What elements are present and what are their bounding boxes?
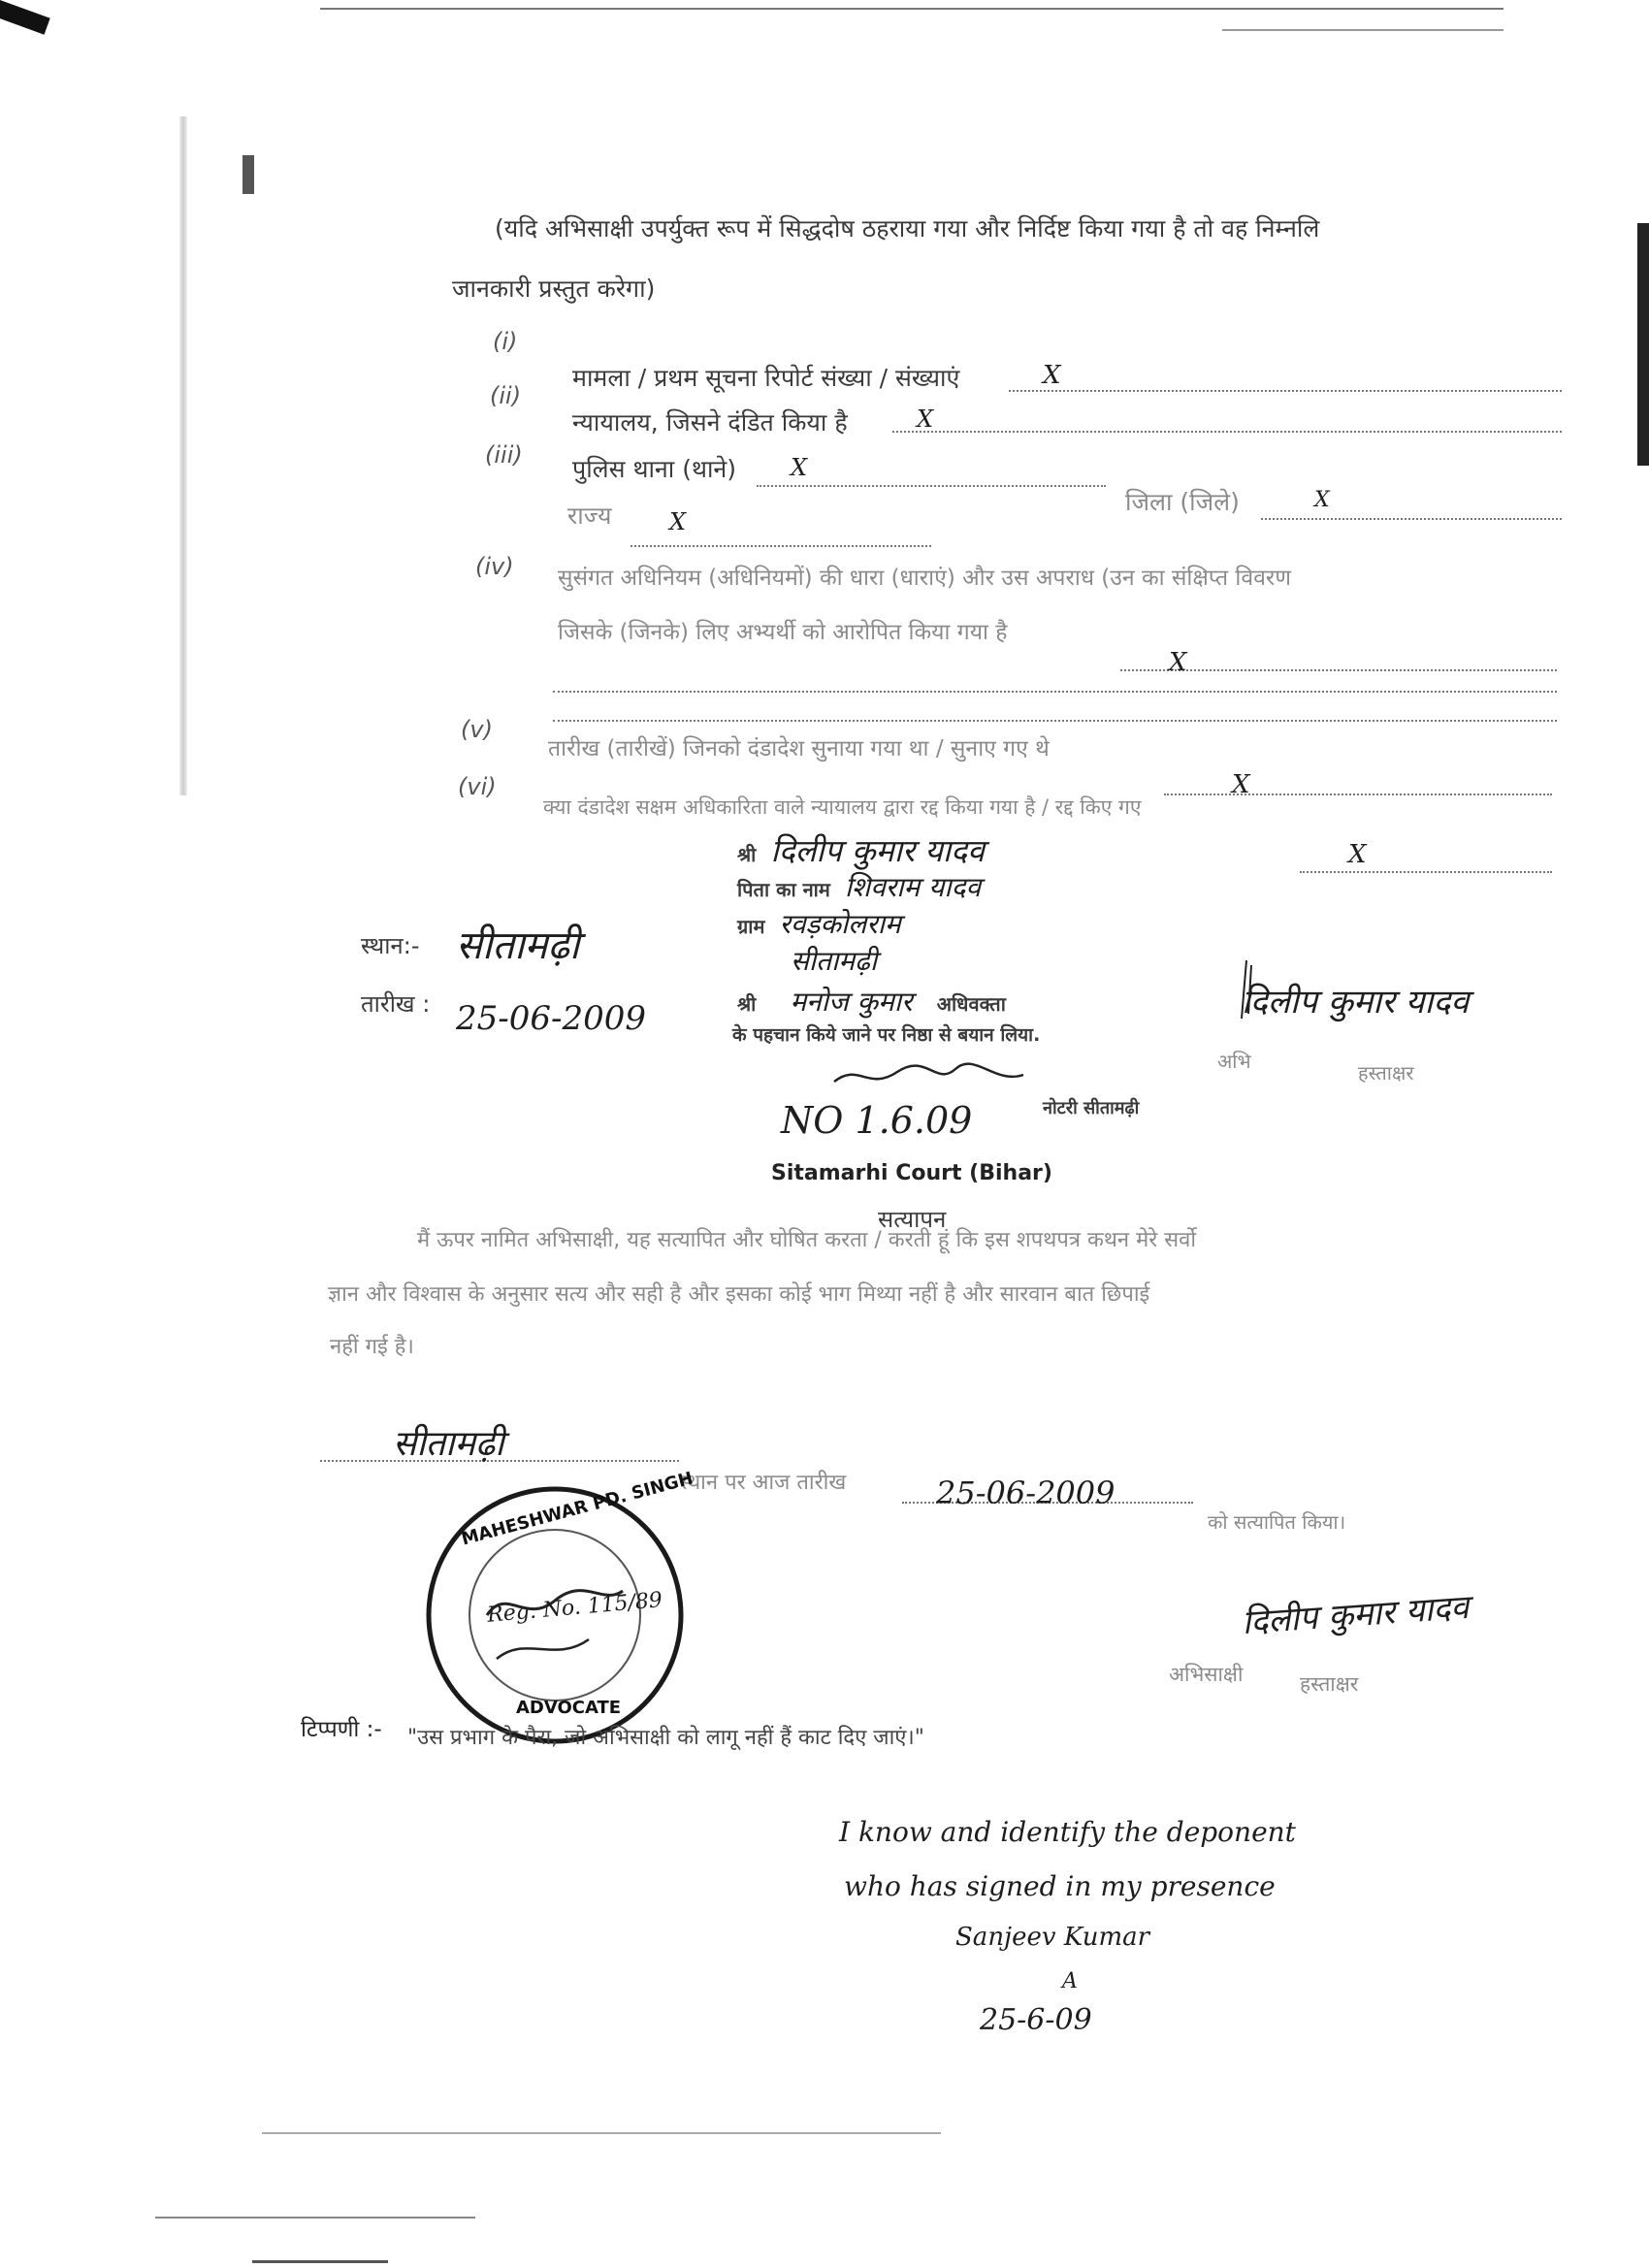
notary-value: मनोज कुमार xyxy=(790,986,913,1018)
verification-title: सत्यापन xyxy=(878,1206,947,1233)
item-label: पुलिस थाना (थाने) xyxy=(572,455,737,483)
notary-stamp xyxy=(732,829,1237,1188)
signature-label-right-2: हस्ताक्षर xyxy=(1300,1672,1359,1696)
identification-date: 25-6-09 xyxy=(980,2003,1092,2037)
item-value: X xyxy=(1348,840,1367,869)
scan-bottom-line2 xyxy=(155,2217,475,2219)
item-label: न्यायालय, जिसने दंडित किया है xyxy=(572,408,848,437)
notary-scribble xyxy=(829,1057,1033,1100)
item-value: X xyxy=(1169,648,1187,677)
identification-line-2: who has signed in my presence xyxy=(844,1870,1276,1902)
verification-line-2: ज्ञान और विश्वास के अनुसार सत्य और सही है और इसका कोई भाग मिथ्या नहीं है और सारवान बात छिपाई xyxy=(328,1282,1150,1307)
item-number: (iii) xyxy=(485,441,523,469)
item-label: मामला / प्रथम सूचना रिपोर्ट संख्या / संख्याएं xyxy=(572,364,960,392)
item-label: सुसंगत अधिनियम (अधिनियमों) की धारा (धाराएं) और उस अपराध (उन का संक्षिप्त विवरण xyxy=(558,566,1291,591)
notary-label: ग्राम xyxy=(737,915,765,938)
fill-line xyxy=(553,691,1557,693)
item-label-state: राज्य xyxy=(567,502,612,530)
item-value: X xyxy=(791,454,808,481)
item-number: (v) xyxy=(461,716,493,743)
notary-suffix: अधिवक्ता xyxy=(936,992,1006,1016)
verification-line-3: नहीं गई है। xyxy=(330,1335,414,1359)
notary-reg-no: NO 1.6.09 xyxy=(781,1099,973,1142)
date-value: 25-06-2009 xyxy=(456,999,647,1038)
notary-court: Sitamarhi Court (Bihar) xyxy=(771,1161,1052,1185)
note-label: टिप्पणी :- xyxy=(301,1717,382,1742)
verification-label-mid: स्थान पर आज तारीख xyxy=(679,1471,847,1495)
scan-bottom-line xyxy=(262,2132,941,2134)
notary-line-4 xyxy=(791,942,877,979)
place-value: सीतामढ़ी xyxy=(456,923,580,968)
notary-label: श्री xyxy=(737,843,757,866)
deponent-signature-2: दिलीप कुमार यादव xyxy=(1241,1587,1471,1643)
identifier-initial: A xyxy=(1062,1969,1078,1993)
fill-line xyxy=(630,545,931,547)
fill-line xyxy=(1009,390,1562,392)
notary-value: रवड़कोलराम xyxy=(779,908,901,940)
date-label: तारीख : xyxy=(361,990,431,1018)
identification-line-1: I know and identify the deponent xyxy=(839,1816,1296,1848)
signature-label-left: अभि xyxy=(1217,1050,1251,1073)
notary-line-6: के पहचान किये जाने पर निष्ठा से बयान लिया. xyxy=(732,1024,1041,1046)
item-value: X xyxy=(1232,770,1250,799)
fill-line xyxy=(553,720,1557,722)
notary-value: सीतामढ़ी xyxy=(791,945,878,977)
fill-line xyxy=(1164,794,1552,795)
signature-label-right: हस्ताक्षर xyxy=(1358,1061,1414,1085)
signature-stroke xyxy=(1227,956,1266,1027)
scan-top-line xyxy=(320,8,1504,10)
stamp-text-bottom: ADVOCATE xyxy=(516,1698,622,1718)
item-value-state: X xyxy=(669,508,687,535)
scan-top-line-right xyxy=(1222,29,1504,31)
notary-label: पिता का नाम xyxy=(737,878,830,901)
item-number: (iv) xyxy=(475,553,514,580)
notary-label: श्री xyxy=(737,992,757,1016)
item-value: X xyxy=(917,405,934,433)
item-label-district: जिला (जिले) xyxy=(1125,488,1240,516)
fill-line xyxy=(1300,871,1552,873)
note-text: "उस प्रभाग के पैरा, जो अभिसाक्षी को लागू नहीं हैं काट दिए जाएं।" xyxy=(407,1726,924,1750)
verification-label-end: को सत्यापित किया। xyxy=(1208,1510,1346,1534)
notary-line-2 xyxy=(737,868,981,905)
item-number: (ii) xyxy=(490,382,522,409)
item-value-district: X xyxy=(1314,488,1330,512)
advocate-round-stamp xyxy=(419,1468,695,1751)
scan-corner-mark xyxy=(0,0,50,35)
stamp-text-top: MAHESHWAR PD. SINGH xyxy=(459,1468,695,1550)
item-number: (vi) xyxy=(458,773,497,800)
scan-left-smudge xyxy=(242,155,254,194)
verification-date-value: 25-06-2009 xyxy=(936,1474,1116,1511)
scan-bottom-line3 xyxy=(252,2260,388,2263)
fill-line xyxy=(757,485,1106,487)
item-value: X xyxy=(1043,361,1061,390)
notary-value: दिलीप कुमार यादव xyxy=(770,832,985,869)
item-label-cont: जिसके (जिनके) लिए अभ्यर्थी को आरोपित किया गया है xyxy=(558,620,1008,645)
verification-line-1: मैं ऊपर नामित अभिसाक्षी, यह सत्यापित और घोषित करता / करती हूं कि इस शपथपत्र कथन मेरे सर्वो xyxy=(417,1228,1197,1252)
item-number: (i) xyxy=(493,328,518,355)
item-label: क्या दंडादेश सक्षम अधिकारिता वाले न्यायालय द्वारा रद्द किया गया है / रद्द किए गए xyxy=(543,795,1142,819)
notary-line-1 xyxy=(737,829,985,871)
intro-line-1: (यदि अभिसाक्षी उपर्युक्त रूप में सिद्धदोष ठहराया गया और निर्दिष्ट किया गया है तो वह निम्नलि xyxy=(495,214,1320,243)
scan-left-edge xyxy=(179,116,187,795)
verification-place-value: सीतामढ़ी xyxy=(393,1424,504,1464)
deponent-signature: दिलीप कुमार यादव xyxy=(1242,983,1470,1021)
notary-value: शिवराम यादव xyxy=(844,871,982,903)
fill-line xyxy=(1261,518,1562,520)
fill-line xyxy=(892,431,1562,433)
signature-label-left-2: अभिसाक्षी xyxy=(1169,1663,1244,1686)
notary-line-3 xyxy=(737,905,901,942)
notary-line-7: नोटरी सीतामढ़ी xyxy=(1043,1098,1140,1118)
intro-line-2: जानकारी प्रस्तुत करेगा) xyxy=(452,275,656,303)
item-label: तारीख (तारीखें) जिनको दंडादेश सुनाया गया था / सुनाए गए थे xyxy=(548,736,1050,761)
identifier-name: Sanjeev Kumar xyxy=(955,1923,1150,1952)
place-label: स्थान:- xyxy=(361,932,420,959)
stamp-inner-signature: Reg. No. 115/89 xyxy=(486,1588,663,1628)
scan-right-edge xyxy=(1637,223,1649,466)
notary-line-5 xyxy=(737,983,1006,1020)
